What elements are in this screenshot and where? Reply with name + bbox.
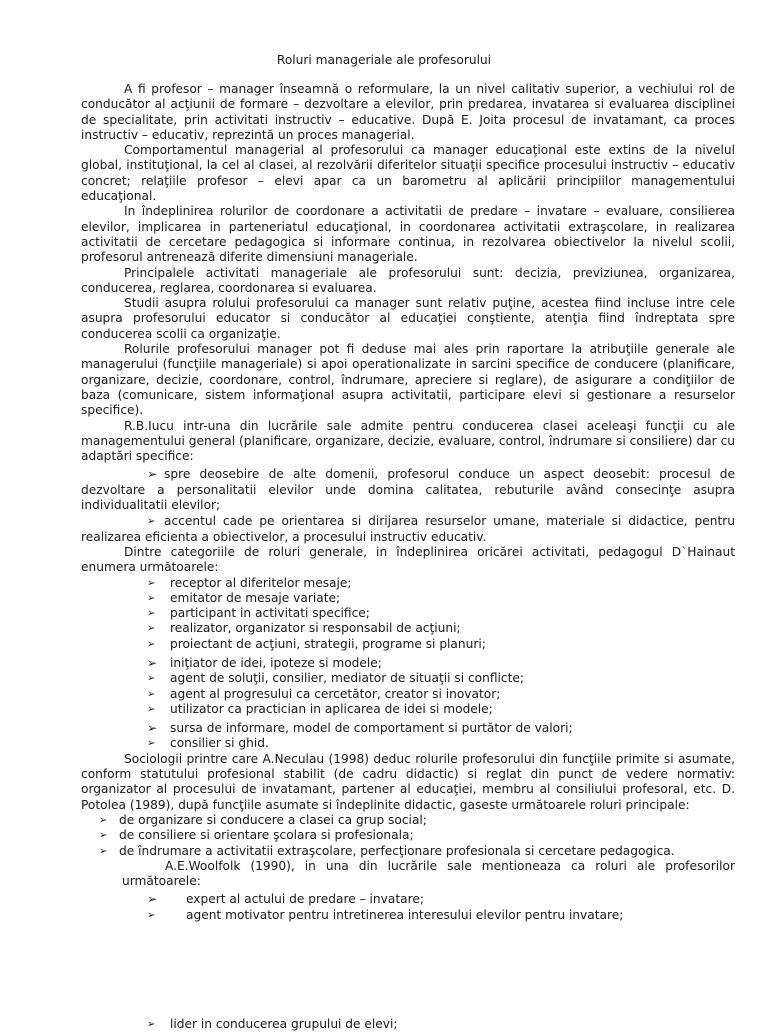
list-item-text: utilizator ca practician in aplicarea de idei si modele; bbox=[170, 701, 493, 716]
list-item bbox=[81, 892, 735, 907]
list-item-text: consilier si ghid. bbox=[170, 736, 269, 751]
paragraph-10: A.E.Woolfolk (1990), in una din lucrările sale mentioneaza ca roluri ale profesorilor următoarele: bbox=[122, 858, 735, 889]
list-item-text: accentul cade pe orientarea si dirijarea resurselor umane, materiale si didactice, pentru realizarea eficienta a obiectivelor, a procesului instructiv educativ. bbox=[81, 514, 735, 544]
arrow-bullet-icon: ➢ bbox=[147, 688, 156, 700]
list-item bbox=[81, 828, 735, 843]
arrow-bullet-icon: ➢ bbox=[147, 638, 156, 650]
iucu-list-item bbox=[81, 514, 735, 545]
paragraph-1: A fi profesor – manager înseamnă o reformulare, la un nivel calitativ superior, a vechiului rol de conducător al acţiunii de formare – dezvoltare a elevilor, prin predarea, invatarea si evaluarea disciplinei de specialitate, prin activitati instructiv – educative. După E. Joita procesul de invatamant, ca proces instructiv – educativ, reprezintă un proces managerial. bbox=[81, 82, 735, 142]
list-item-text: de consiliere si orientare şcolara si profesionala; bbox=[119, 828, 414, 843]
list-item bbox=[81, 637, 735, 652]
arrow-bullet-icon: ➢ bbox=[147, 721, 158, 736]
list-item-text: lider in conducerea grupului de elevi; bbox=[170, 1017, 398, 1031]
iucu-list-item bbox=[81, 467, 735, 513]
paragraph-9: Sociologii printre care A.Neculau (1998) deduc rolurile profesorului din funcţiile primite si asumate, conform statutului profesional stabilit (de cadru didactic) si reglat din punct de vedere normativ: organizator al procesului de invatamant, partener al educaţiei, membru al consiliului profesoral, etc. D. Potolea (1989), după funcţiile asumate si îndeplinite didactic, gaseste următoarele roluri principale: bbox=[81, 751, 735, 812]
paragraph-5: Studii asupra rolului profesorului ca manager sunt relativ puţine, acestea fiind incluse intre cele asupra profesorului educator si conducător al educaţiei conştiente, atenţia fiind îndreptata spre conducerea scolii ca organizaţie. bbox=[81, 296, 735, 341]
woolfolk-block bbox=[81, 859, 735, 890]
arrow-bullet-icon: ➢ bbox=[147, 909, 156, 921]
list-item-text: de îndrumare a activitatii extraşcolare, perfecţionare profesionala si cercetare pedagogica. bbox=[119, 843, 675, 858]
arrow-bullet-icon: ➢ bbox=[99, 830, 108, 842]
paragraph-2: Comportamentul managerial al profesorului ca manager educaţional este extins de la nivelul global, instituţional, la cel al clasei, al rezolvării diferitelor situaţii specifice procesului instructiv – educativ concret; relaţiile profesor – elevi apar ca un barometru al aplicării principiilor managementului educaţional. bbox=[81, 143, 735, 204]
paragraph-7: R.B.Iucu intr-una din lucrările sale admite pentru conducerea clasei aceleaşi funcţii cu ale managementului general (planificare, organizare, decizie, evaluare, control, îndrumare si consiliere) dar cu adaptări specifice: bbox=[81, 418, 735, 464]
arrow-bullet-icon: ➢ bbox=[147, 623, 156, 635]
list-item bbox=[81, 606, 735, 621]
list-item-text: agent de soluţii, consilier, mediator de situaţii si conflicte; bbox=[170, 671, 525, 686]
list-item bbox=[81, 576, 735, 591]
list-item-text: emitator de mesaje variate; bbox=[170, 590, 341, 605]
list-item bbox=[81, 813, 735, 828]
arrow-bullet-icon: ➢ bbox=[147, 516, 156, 528]
arrow-bullet-icon: ➢ bbox=[147, 673, 156, 685]
list-item bbox=[81, 844, 735, 859]
paragraph-3: In îndeplinirea rolurilor de coordonare a activitatii de predare – invatare – evaluare, consilierea elevilor, implicarea in parteneriatul educaţional, in coordonarea activitatii extraşcolare, in realizarea activitatii de cercetare pedagogica si informare continua, in rezolvarea obiectivelor la nivelul scolii, profesorul antrenează diferite dimensiuni manageriale. bbox=[81, 204, 735, 265]
list-item-text: agent al progresului ca cercetător, creator si inovator; bbox=[170, 686, 501, 701]
list-item-text: expert al actului de predare – invatare; bbox=[186, 892, 424, 907]
paragraph-8: Dintre categoriile de roluri generale, in îndeplinirea oricărei activitati, pedagogul D`Hainaut enumera următoarele: bbox=[81, 544, 735, 575]
dhainaut-roles-list bbox=[81, 576, 735, 752]
paragraph-4: Principalele activitati manageriale ale profesorului sunt: decizia, previziunea, organizarea, conducerea, reglarea, coordonarea si evaluarea. bbox=[81, 265, 735, 295]
page-title: Roluri manageriale ale profesorului bbox=[276, 53, 492, 67]
arrow-bullet-icon: ➢ bbox=[147, 592, 156, 604]
arrow-bullet-icon: ➢ bbox=[147, 738, 156, 750]
list-item-text: agent motivator pentru intretinerea interesului elevilor pentru invatare; bbox=[186, 907, 624, 922]
list-item bbox=[81, 656, 735, 671]
paragraph-6: Rolurile profesorului manager pot fi deduse mai ales prin raportare la atribuţiile generale ale managerului (funcţiile manageriale) si apoi operationalizate in sarcini specifice de conducere (planificare, organizare, decizie, coordonare, control, îndrumare, apreciere si reglare), de asigurare a condiţiilor de baza (comunicare, sistem informaţional asupra activitatii, participare elevi si gestionare a resurselor specifice). bbox=[81, 342, 735, 418]
arrow-bullet-icon: ➢ bbox=[147, 608, 156, 620]
list-item-text: iniţiator de idei, ipoteze si modele; bbox=[170, 655, 382, 670]
list-item-text: receptor al diferitelor mesaje; bbox=[170, 575, 352, 590]
list-item bbox=[81, 736, 735, 751]
list-item-text: realizator, organizator si responsabil de acţiuni; bbox=[170, 621, 461, 636]
arrow-bullet-icon: ➢ bbox=[147, 703, 156, 715]
list-item-text: sursa de informare, model de comportament si purtător de valori; bbox=[170, 721, 573, 736]
arrow-bullet-icon: ➢ bbox=[99, 845, 108, 857]
list-item bbox=[81, 908, 735, 923]
list-item-text: participant in activitati specifice; bbox=[170, 606, 370, 621]
arrow-bullet-icon: ➢ bbox=[147, 1019, 156, 1030]
list-item bbox=[81, 671, 735, 686]
list-item bbox=[81, 687, 735, 702]
document-body bbox=[81, 82, 735, 923]
arrow-bullet-icon: ➢ bbox=[99, 814, 108, 826]
potolea-roles-list bbox=[81, 813, 735, 859]
list-item bbox=[81, 621, 735, 636]
list-item bbox=[81, 721, 735, 736]
list-item bbox=[81, 591, 735, 606]
woolfolk-roles-list bbox=[81, 892, 735, 923]
cut-off-list-item bbox=[147, 1017, 398, 1032]
list-item-text: spre deosebire de alte domenii, profesorul conduce un aspect deosebit: procesul de dezvoltare a personalitatii elevilor unde domina calitatea, rebuturile având consecinţe asupra individualitatii elevilor; bbox=[81, 467, 735, 513]
arrow-bullet-icon: ➢ bbox=[147, 892, 158, 907]
arrow-bullet-icon: ➢ bbox=[147, 655, 158, 670]
list-item bbox=[81, 702, 735, 717]
arrow-bullet-icon: ➢ bbox=[147, 577, 156, 589]
list-item-text: de organizare si conducere a clasei ca grup social; bbox=[119, 812, 427, 827]
list-item-text: proiectant de acţiuni, strategii, programe si planuri; bbox=[170, 636, 486, 651]
arrow-bullet-icon: ➢ bbox=[147, 467, 158, 482]
